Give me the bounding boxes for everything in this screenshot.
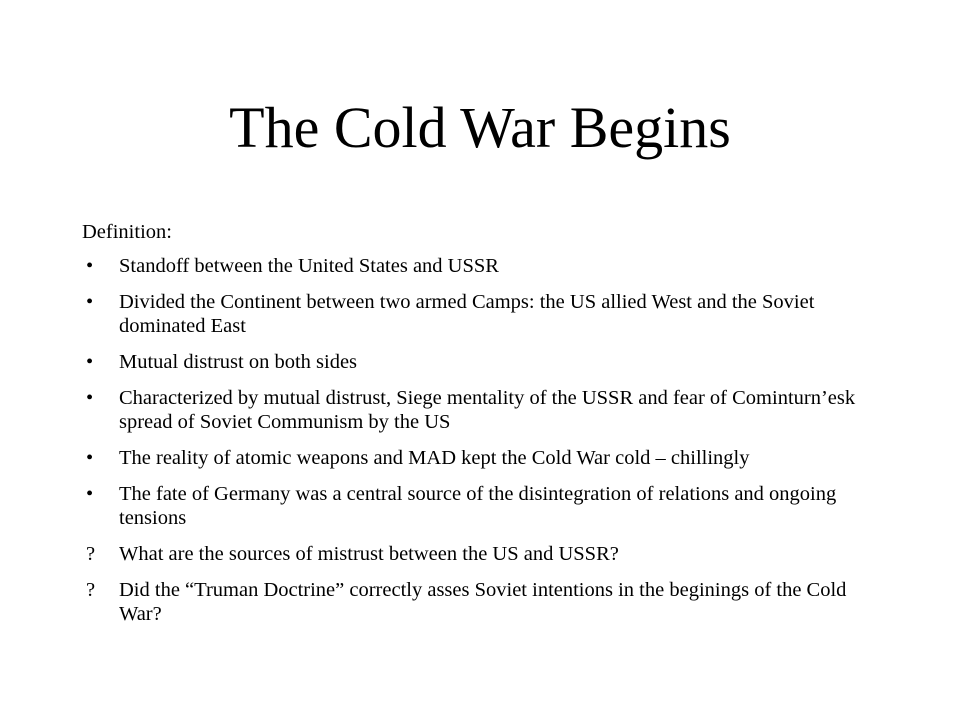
bullet-marker: • xyxy=(86,387,94,409)
bullet-marker: • xyxy=(86,291,94,313)
bullet-text: Standoff between the United States and USSR xyxy=(119,255,499,277)
bullet-marker: • xyxy=(86,447,94,469)
question-text: What are the sources of mistrust between the US and USSR? xyxy=(119,543,619,565)
question-text: Did the “Truman Doctrine” correctly asses Soviet intentions in the beginings of the Cold War? xyxy=(119,579,847,625)
bullet-item xyxy=(82,446,892,470)
bullet-text: Divided the Continent between two armed Camps: the US allied West and the Soviet dominated East xyxy=(119,291,815,337)
question-item xyxy=(82,578,892,626)
bullet-item xyxy=(82,290,892,338)
bullet-marker: • xyxy=(86,255,94,277)
bullet-text: The fate of Germany was a central source of the disintegration of relations and ongoing tensions xyxy=(119,483,837,529)
question-item xyxy=(82,542,892,566)
definition-label: Definition: xyxy=(82,221,172,243)
bullet-marker: • xyxy=(86,351,94,373)
bullet-item xyxy=(82,482,892,530)
slide-body xyxy=(82,220,892,638)
bullet-marker: • xyxy=(86,483,94,505)
question-marker: ? xyxy=(86,543,96,565)
slide-title: The Cold War Begins xyxy=(229,95,731,160)
bullet-text: The reality of atomic weapons and MAD kept the Cold War cold – chillingly xyxy=(119,447,750,469)
bullet-text: Mutual distrust on both sides xyxy=(119,351,358,373)
bullet-item xyxy=(82,254,892,278)
bullet-item xyxy=(82,350,892,374)
bullet-item xyxy=(82,386,892,434)
question-marker: ? xyxy=(86,579,96,601)
bullet-text: Characterized by mutual distrust, Siege mentality of the USSR and fear of Cominturn’esk spread of Soviet Communism by the US xyxy=(119,387,856,433)
